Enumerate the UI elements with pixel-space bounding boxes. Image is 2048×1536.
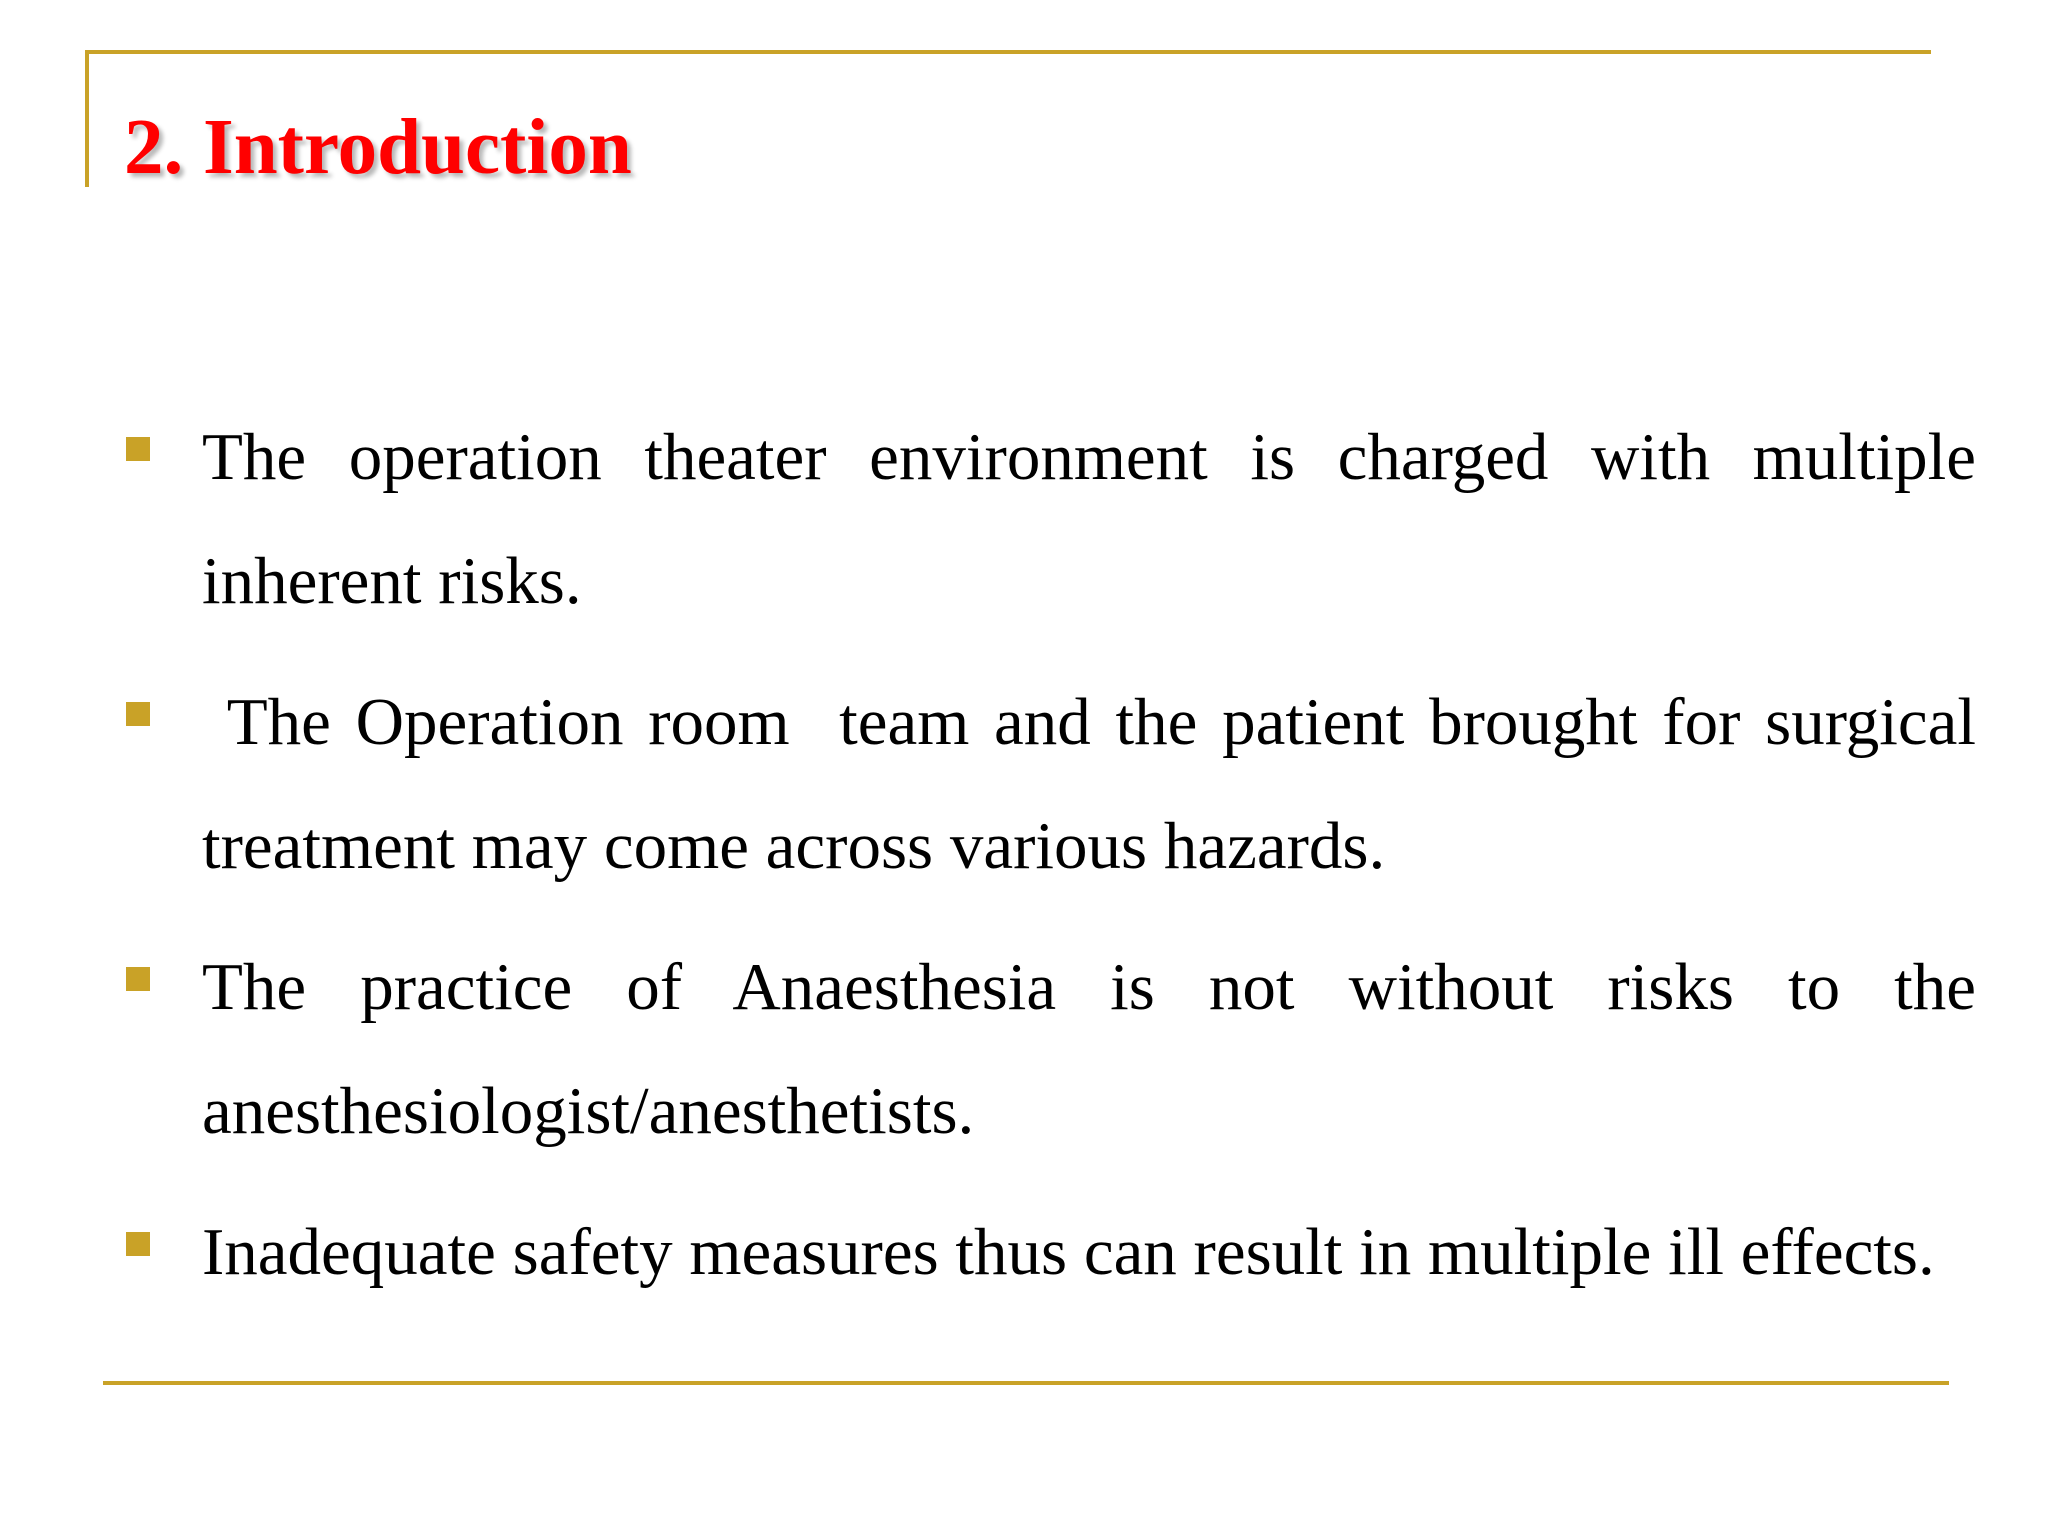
- bullet-text: The practice of Anaesthesia is not without risks to the anesthesiologist/anesthetists.: [202, 950, 1976, 1148]
- square-bullet-icon: [126, 437, 150, 461]
- slide-title: 2. Introduction: [124, 104, 632, 191]
- square-bullet-icon: [126, 702, 150, 726]
- bullet-item: [126, 395, 1976, 643]
- bullet-item: [126, 925, 1976, 1173]
- square-bullet-icon: [126, 967, 150, 991]
- bullet-text: The operation theater environment is charged with multiple inherent risks.: [202, 420, 1976, 618]
- bullet-text: The Operation room team and the patient brought for surgical treatment may come across various hazards.: [202, 685, 1993, 883]
- bullet-text: Inadequate safety measures thus can result in multiple ill effects.: [202, 1215, 1935, 1289]
- left-divider: [85, 50, 89, 187]
- bullet-list: [126, 395, 1993, 1331]
- top-divider: [85, 50, 1931, 54]
- bullet-item: [126, 660, 1993, 908]
- square-bullet-icon: [126, 1232, 150, 1256]
- bullet-item: [126, 1190, 1976, 1314]
- bottom-divider: [103, 1381, 1949, 1385]
